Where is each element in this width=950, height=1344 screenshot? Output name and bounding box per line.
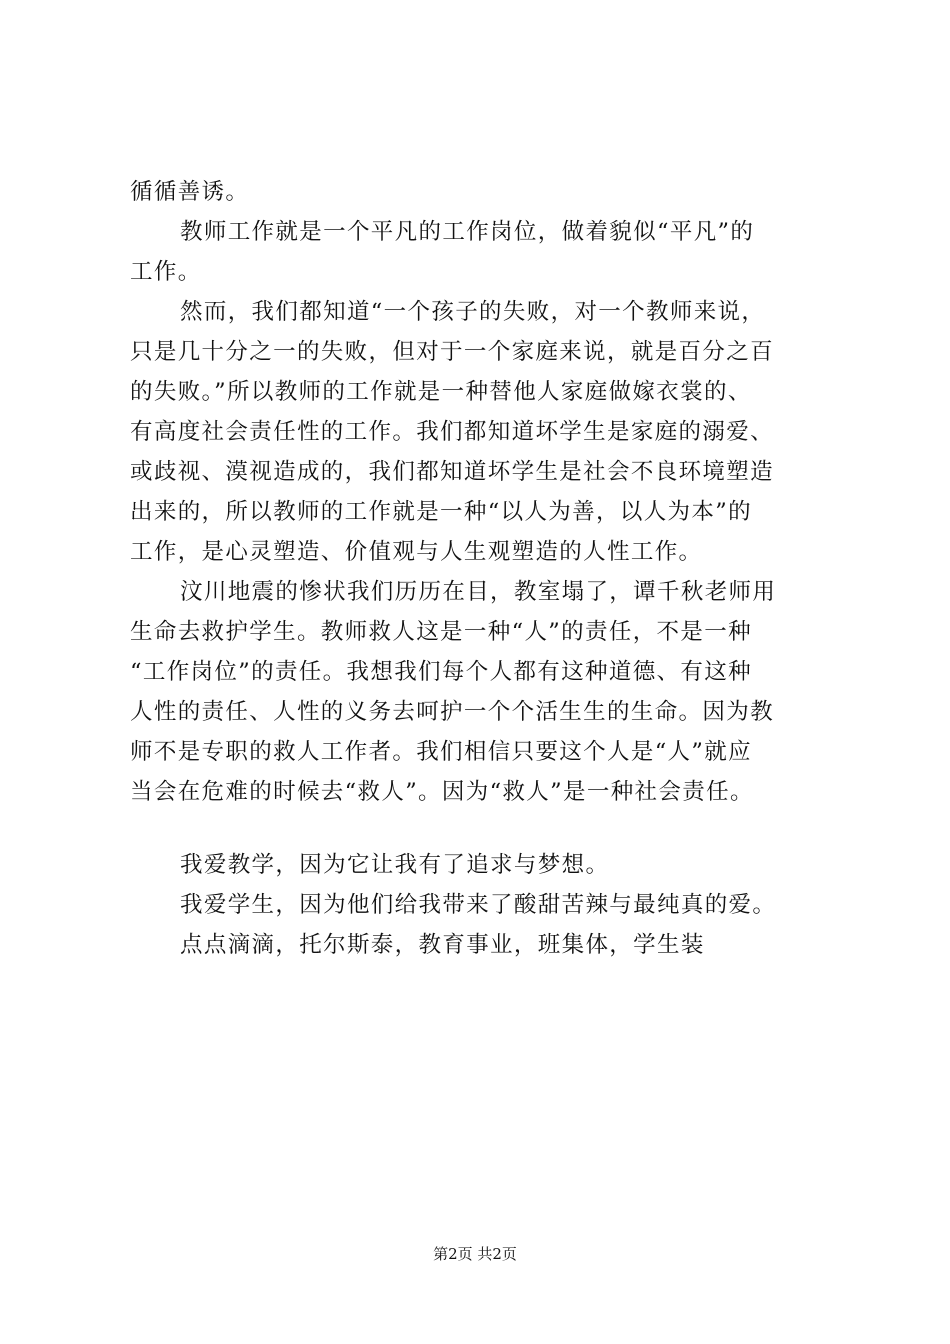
paragraph-line: 然而，我们都知道“一个孩子的失败，对一个教师来说，: [180, 299, 766, 325]
paragraph-line: 有高度社会责任性的工作。我们都知道坏学生是家庭的溺爱、: [130, 419, 774, 445]
paragraph-line: 出来的，所以教师的工作就是一种“以人为善，以人为本”的: [130, 499, 752, 525]
document-body: [130, 172, 850, 965]
paragraph-line: 教师工作就是一个平凡的工作岗位，做着貌似“平凡”的: [180, 219, 755, 245]
page-footer: 第2页 共2页: [433, 1245, 517, 1263]
paragraph-line: 我爱教学，因为它让我有了追求与梦想。: [180, 852, 610, 878]
paragraph-line: 我爱学生，因为他们给我带来了酸甜苦辣与最纯真的爱。: [180, 892, 777, 918]
paragraph-line: 的失败。”所以教师的工作就是一种替他人家庭做嫁衣裳的、: [130, 379, 752, 405]
paragraph-line: 人性的责任、人性的义务去呵护一个个活生生的生命。因为教: [130, 699, 774, 725]
paragraph-line: “工作岗位”的责任。我想我们每个人都有这种道德、有这种: [130, 659, 752, 685]
paragraph-line: 当会在危难的时候去“救人”。因为“救人”是一种社会责任。: [130, 779, 754, 805]
paragraph-line: 或歧视、漠视造成的，我们都知道坏学生是社会不良环境塑造: [130, 459, 774, 485]
paragraph-gap: [130, 812, 850, 845]
paragraph-line: 工作。: [130, 259, 202, 285]
paragraph-line: 工作，是心灵塑造、价值观与人生观塑造的人性工作。: [130, 539, 703, 565]
paragraph-line: 点点滴滴，托尔斯泰，教育事业，班集体，学生装: [180, 932, 705, 958]
paragraph-line: 生命去救护学生。教师救人这是一种“人”的责任，不是一种: [130, 619, 752, 645]
paragraph-line: 只是几十分之一的失败，但对于一个家庭来说，就是百分之百: [130, 339, 774, 365]
paragraph-line: 师不是专职的救人工作者。我们相信只要这个人是“人”就应: [130, 739, 752, 765]
paragraph-line: 汶川地震的惨状我们历历在目，教室塌了，谭千秋老师用: [180, 579, 777, 605]
paragraph-line: 循循善诱。: [130, 179, 250, 205]
